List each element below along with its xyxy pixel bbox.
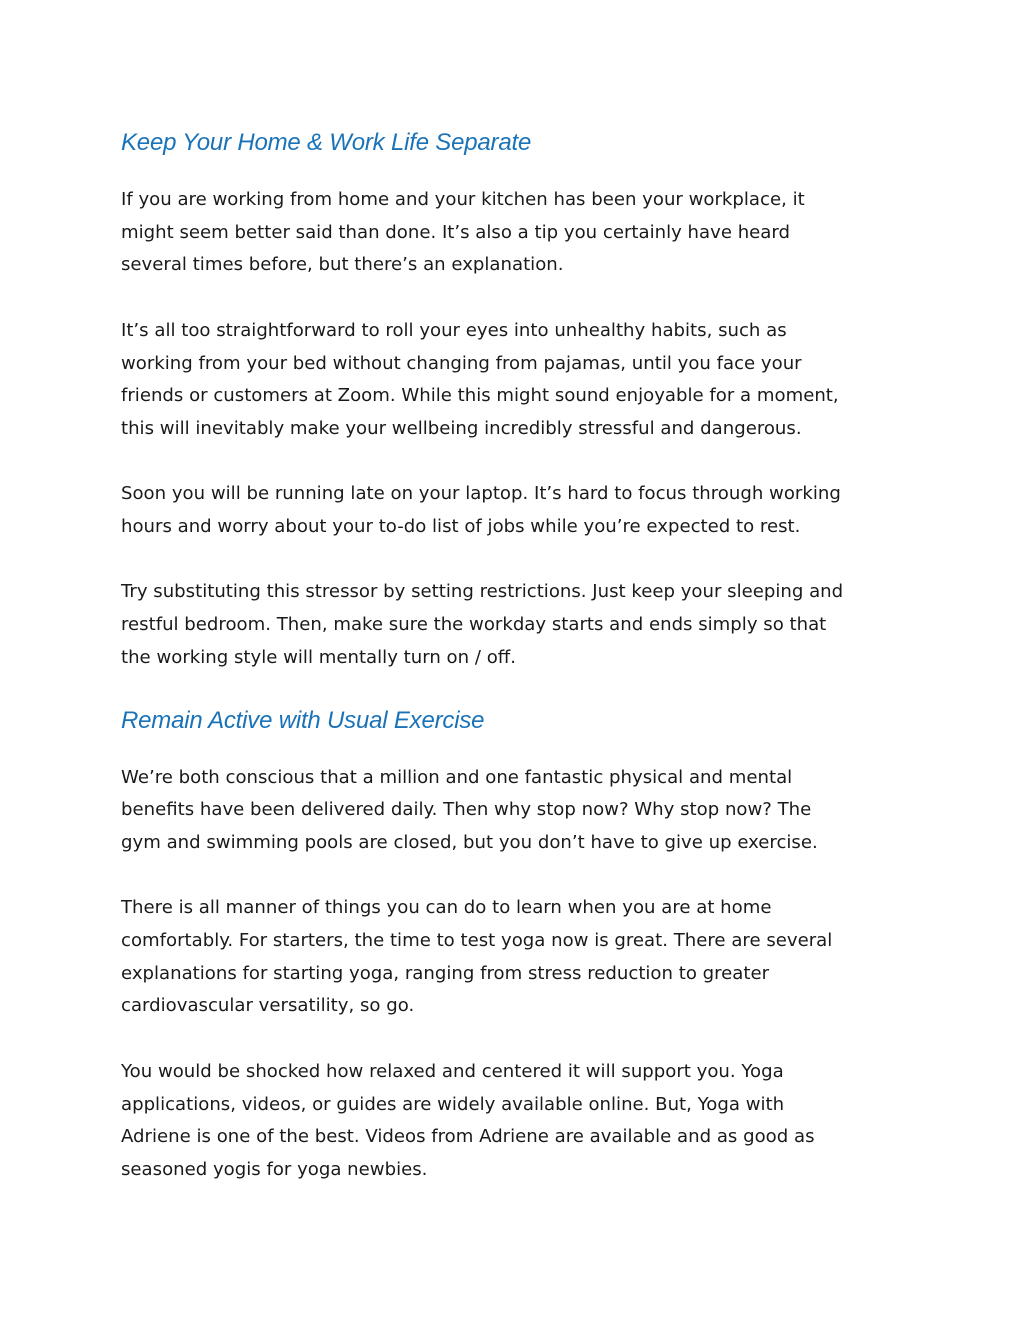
- paragraph: Soon you will be running late on your laptop. It’s hard to focus through working hours and worry about your to-do list of jobs while you’re expected to rest.: [121, 483, 841, 537]
- paragraph: There is all manner of things you can do to learn when you are at home comfortably. For starters, the time to test yoga now is great. There are several explanations for starting yoga, ranging from stress reduction to greater cardiovascular versatility, so go.: [121, 897, 833, 1017]
- paragraph: It’s all too straightforward to roll your eyes into unhealthy habits, such as working from your bed without changing from pajamas, until you face your friends or customers at Zoom. While this might sound enjoyable for a moment, this will inevitably make your wellbeing incredibly stressful and dangerous.: [121, 319, 839, 439]
- paragraph: You would be shocked how relaxed and centered it will support you. Yoga applications, videos, or guides are widely available online. But, Yoga with Adriene is one of the best. Videos from Adriene are available and as good as seasoned yogis for yoga newbies.: [121, 1060, 815, 1180]
- paragraph: Try substituting this stressor by setting restrictions. Just keep your sleeping and restful bedroom. Then, make sure the workday starts and ends simply so that the working style will mentally turn on / off.: [121, 581, 844, 668]
- section-heading-home-work: Keep Your Home & Work Life Separate: [121, 129, 532, 156]
- section-heading-exercise: Remain Active with Usual Exercise: [121, 706, 485, 734]
- paragraph: If you are working from home and your kitchen has been your workplace, it might seem better said than done. It’s also a tip you certainly have heard several times before, but there’s an explanation.: [121, 189, 805, 276]
- document-page: [121, 124, 911, 1187]
- paragraph: We’re both conscious that a million and one fantastic physical and mental benefits have been delivered daily. Then why stop now? Why stop now? The gym and swimming pools are closed, but you don’t have to give up exercise.: [121, 766, 818, 853]
